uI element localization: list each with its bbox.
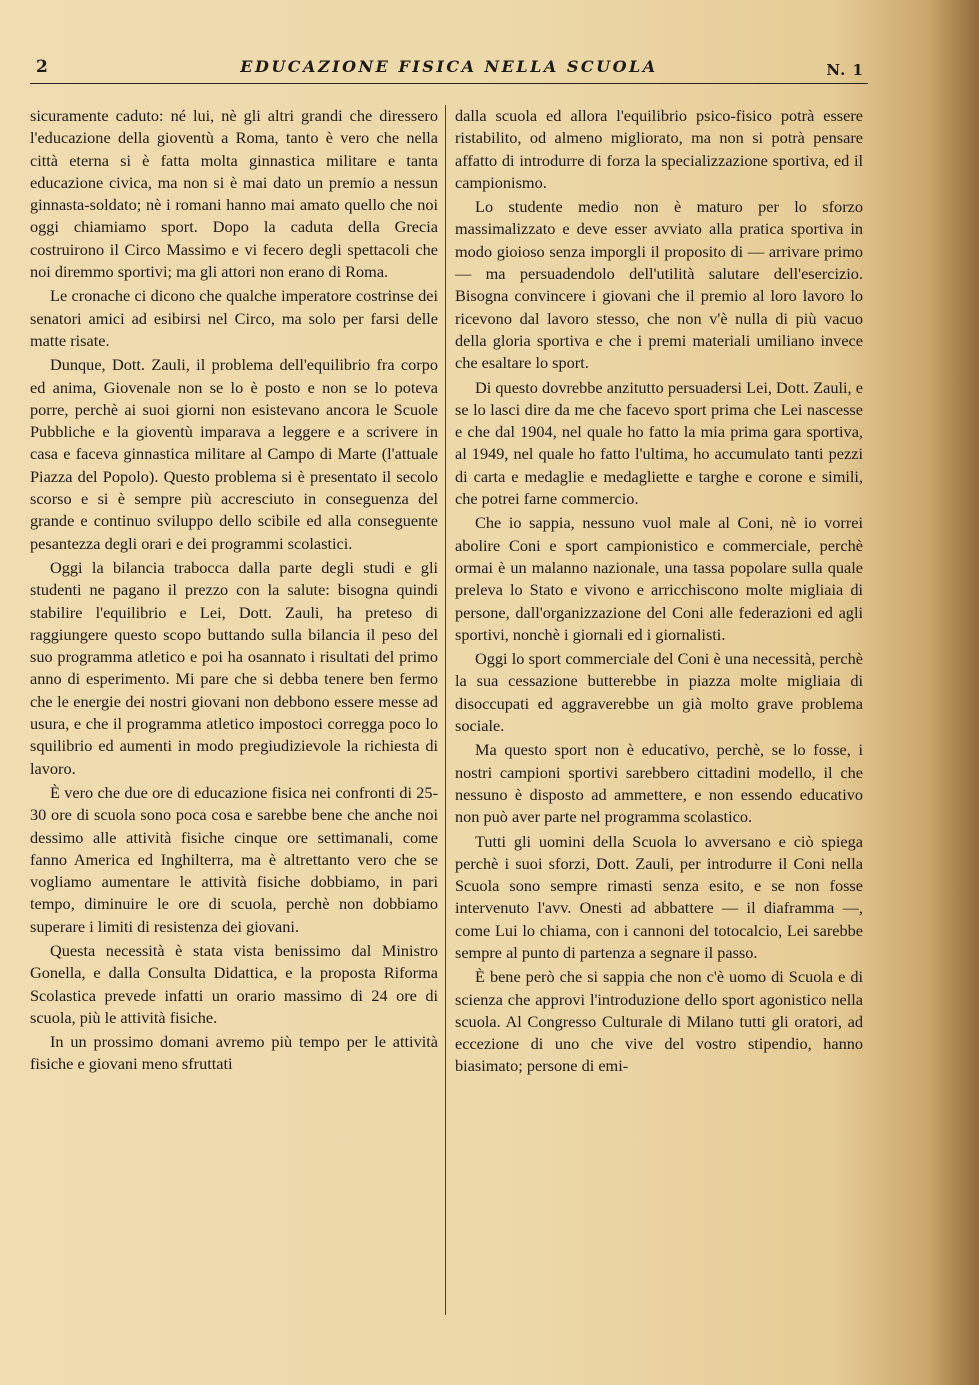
- paragraph: Ma questo sport non è educativo, perchè, se lo fosse, i nostri campioni sportivi sarebbero cittadini modello, il che nessuno è disposto ad ammettere, e non essendo educativo non può aver parte nel programma scolastico.: [455, 740, 863, 827]
- paragraph: Oggi lo sport commerciale del Coni è una necessità, perchè la sua cessazione butterebbe in piazza molte migliaia di disoccupati ed aggraverebbe un già molto grave problema sociale.: [455, 649, 863, 736]
- paragraph: In un prossimo domani avremo più tempo per le attività fisiche e giovani meno sfruttati: [30, 1032, 438, 1074]
- paragraph: dalla scuola ed allora l'equilibrio psico-fisico potrà essere ristabilito, od almeno migliorato, ma non si potrà pensare affatto di introdurre di forza la specializzazione sportiva, ed il campionismo.: [455, 106, 863, 192]
- paragraph: Che io sappia, nessuno vuol male al Coni, nè io vorrei abolire Coni e sport campionistico e commerciale, perchè ormai è un malanno nazionale, una tassa popolare sulla quale preleva lo Stato e vivono e arricchiscono molte migliaia di persone, dall'organizzazione del Coni alle federazioni ed agli sportivi, nonchè i giornali ed i giornalisti.: [455, 513, 863, 644]
- page-number: 2: [36, 57, 48, 77]
- paragraph: Oggi la bilancia trabocca dalla parte degli studi e gli studenti ne pagano il prezzo con la salute: bisogna quindi stabilire l'equilibrio e Lei, Dott. Zauli, ha preteso di raggiungere questo scopo buttando sulla bilancia il peso del suo programma atletico e poi ha osannato i risultati del primo anno di esperimento. Mi pare che si debba tenere ben fermo che le energie dei nostri giovani non debbono essere messe ad usura, e che il programma atletico impostoci corregga poco lo squilibrio ed aumenti in modo pregiudizievole la richiesta di lavoro.: [30, 557, 438, 778]
- paragraph: Le cronache ci dicono che qualche imperatore costrinse dei senatori amici ad esibirsi nel Circo, ma solo per farsi delle matte risate.: [30, 286, 438, 350]
- paragraph: Lo studente medio non è maturo per lo sforzo massimalizzato e deve esser avviato alla pratica sportiva in modo gioioso senza imporgli il proposito di — arrivare primo — ma persuadendolo dell'utilità salutare dell'esercizio. Bisogna convincere i giovani che il premio al loro lavoro lo ricevono dal lavoro stesso, che non v'è nulla di più vacuo della gloria sportiva e che i premi materiali umiliano invece che esaltare lo sport.: [455, 197, 863, 373]
- paragraph: È bene però che si sappia che non c'è uomo di Scuola e di scienza che approvi l'introduzione dello sport agonistico nella scuola. Al Congresso Culturale di Milano tutti gli oratori, ad eccezione di uno che vive del vostro stipendio, hanno biasimato; persone di emi-: [455, 967, 863, 1076]
- journal-title: EDUCAZIONE FISICA NELLA SCUOLA: [240, 57, 658, 76]
- paragraph: Dunque, Dott. Zauli, il problema dell'equilibrio fra corpo ed anima, Giovenale non se lo è posto e non se lo poteva porre, perchè ai suoi giorni non esistevano ancora le Scuole Pubbliche e la gioventù imparava a leggere e a scrivere in casa e faceva ginnastica militare al Campo di Marte (l'attuale Piazza del Popolo). Questo problema si è presentato il secolo scorso e si è sempre più accresciuto in conseguenza del grande e continuo sviluppo dello scibile ed alla conseguente pesantezza degli orari e dei programmi scolastici.: [30, 355, 438, 553]
- left-column: [30, 105, 438, 1076]
- paragraph: sicuramente caduto: né lui, nè gli altri grandi che diressero l'educazione della gioventù a Roma, tanto è vero che nella città eterna si è fatta molta ginnastica militare e tanta educazione civica, ma non si è mai dato un premio a nessun ginnasta-soldato; nè i romani hanno mai amato quello che noi oggi chiamiamo sport. Dopo la caduta della Grecia costruirono il Circo Massimo e vi fecero degli spettacoli che noi diremmo sportivi; ma gli attori non erano di Roma.: [30, 106, 438, 282]
- paragraph: Tutti gli uomini della Scuola lo avversano e ciò spiega perchè i suoi sforzi, Dott. Zauli, per introdurre il Coni nella Scuola sono sempre rimasti senza esito, e se non fosse intervenuto l'avv. Onesti ad abbattere — il diaframma —, come Lui lo chiama, con i cannoni del totocalcio, Lei sarebbe sempre al punto di partenza a segnare il passo.: [455, 831, 863, 962]
- paragraph: Di questo dovrebbe anzitutto persuadersi Lei, Dott. Zauli, e se lo lasci dire da me che facevo sport prima che Lei nascesse e che dal 1904, nel quale ho fatto la mia prima gara sportiva, al 1949, nel quale ho fatto l'ultima, ho accumulato tanti pezzi di carta e medaglie e medagliette e targhe e corone e simili, che potrei farne commercio.: [455, 377, 863, 509]
- paragraph: Questa necessità è stata vista benissimo dal Ministro Gonella, e dalla Consulta Didattica, e la proposta Riforma Scolastica prevede infatti un orario massimo di 24 ore di scuola, più le attività fisiche.: [30, 940, 438, 1027]
- page-header: [30, 55, 868, 84]
- right-column: [455, 105, 863, 1078]
- issue-number: N. 1: [826, 61, 864, 79]
- paragraph: È vero che due ore di educazione fisica nei confronti di 25-30 ore di scuola sono poca cosa e sarebbe bene che anche noi dessimo alle attività fisiche cinque ore settimanali, come fanno America ed Inghilterra, ma è altrettanto vero che se vogliamo aumentare le attività fisiche dobbiamo, in pari tempo, diminuire le ore di scuola, perchè non dobbiamo superare i limiti di resistenza dei giovani.: [30, 782, 438, 936]
- column-divider: [445, 105, 446, 1315]
